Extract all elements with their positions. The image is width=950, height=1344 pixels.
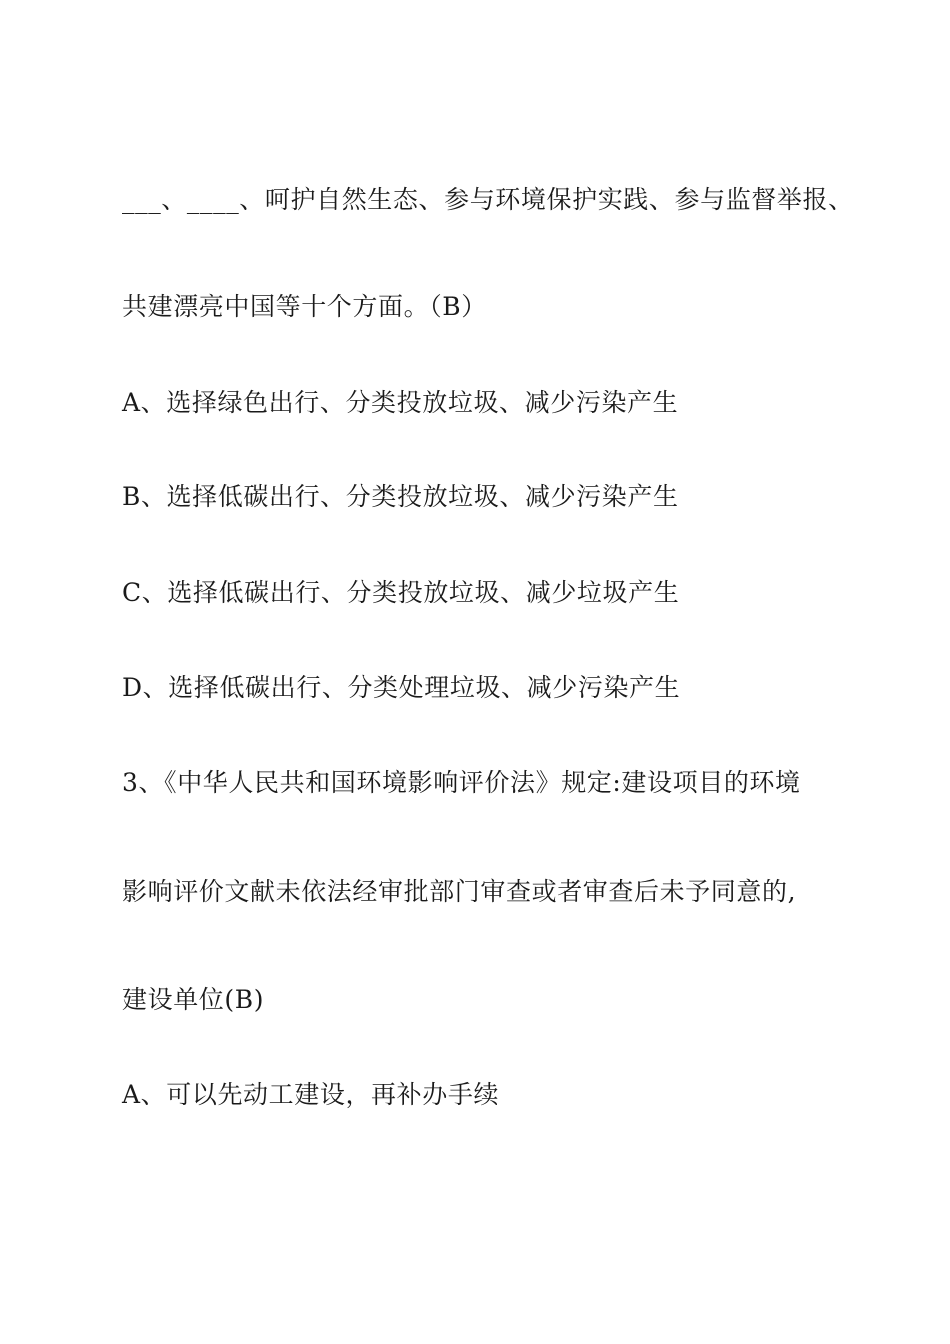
- option-a: A、选择绿色出行、分类投放垃圾、减少污染产生: [122, 388, 679, 417]
- question-3-text-line-2: 影响评价文献未依法经审批部门审查或者审查后未予同意的,: [122, 877, 797, 906]
- option-b: B、选择低碳出行、分类投放垃圾、减少污染产生: [122, 482, 679, 511]
- option-d: D、选择低碳出行、分类处理垃圾、减少污染产生: [122, 673, 681, 702]
- question-2-text-line-1: ___、____、呵护自然生态、参与环境保护实践、参与监督举报、: [122, 185, 854, 214]
- option-c: C、选择低碳出行、分类投放垃圾、减少垃圾产生: [122, 578, 680, 607]
- question-2-text-line-2: 共建漂亮中国等十个方面。（B）: [122, 292, 487, 321]
- question-3-text-line-3: 建设单位(B): [122, 985, 265, 1014]
- question-3-option-a: A、可以先动工建设，再补办手续: [122, 1080, 500, 1109]
- question-3-text-line-1: 3、《中华人民共和国环境影响评价法》规定:建设项目的环境: [122, 768, 801, 797]
